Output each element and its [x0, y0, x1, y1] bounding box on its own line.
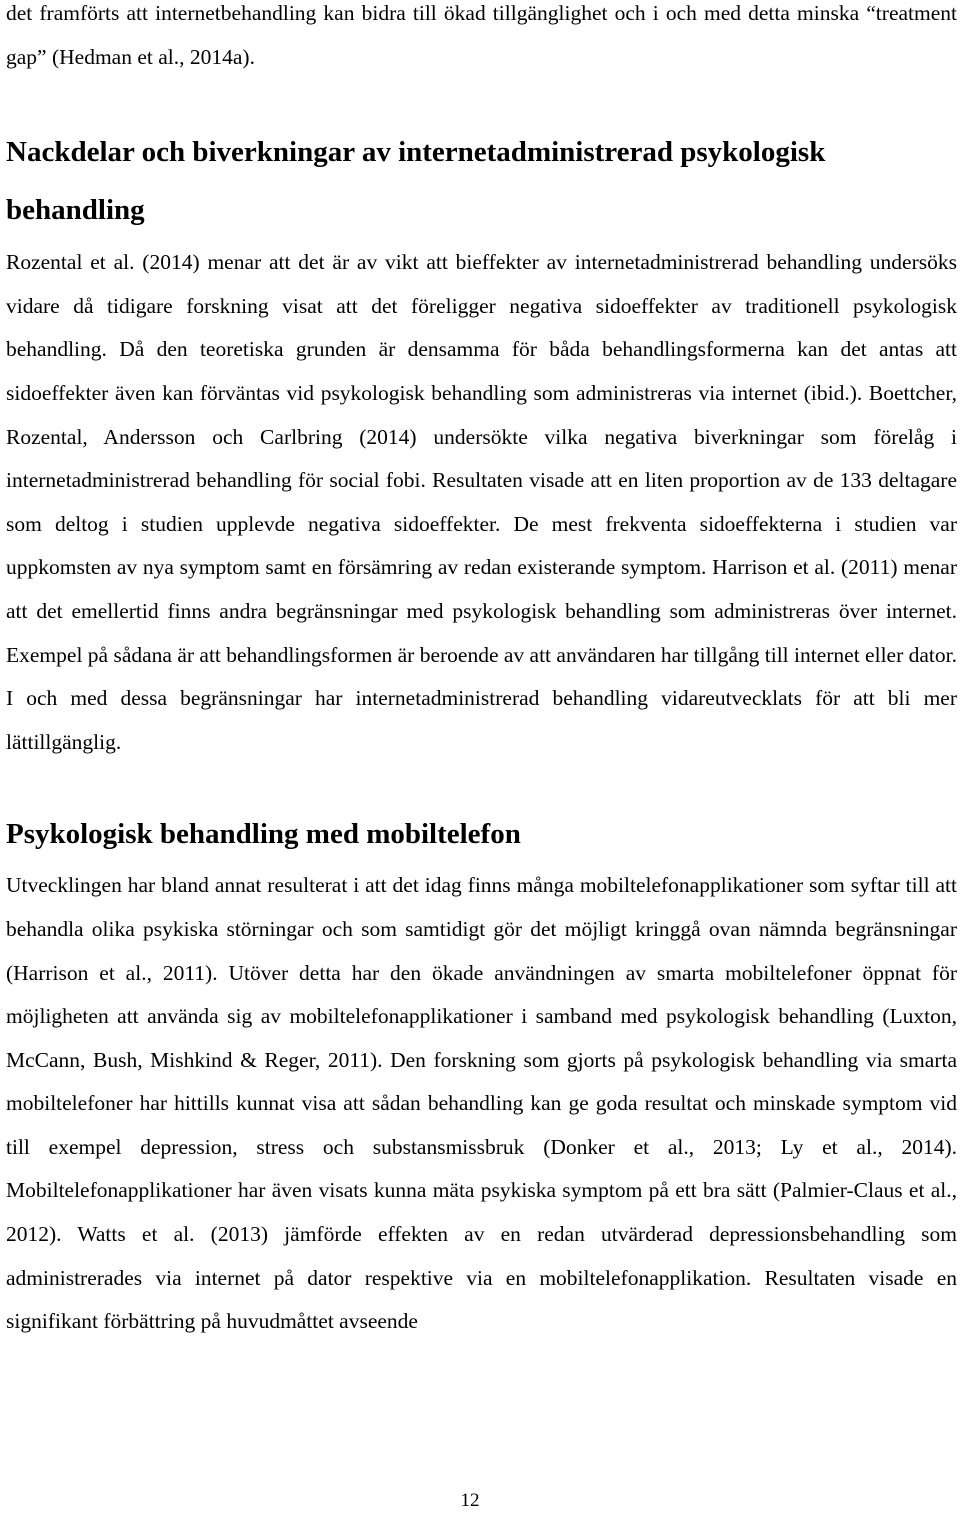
section-heading-side-effects: Nackdelar och biverkningar av internetadministrerad psykologisk behandling	[6, 136, 826, 227]
side-effects-paragraph: Rozental et al. (2014) menar att det är av vikt att bieffekter av internetadministrerad behandling undersöks vidare då tidigare forskning visat att det föreligger negativa sidoeffekter av traditionell psykologisk behandling. Då den teoretiska grunden är densamma för båda behandlingsformerna kan det antas att sidoeffekter även kan förväntas vid psykologisk behandling som administreras via internet (ibid.). Boettcher, Rozental, Andersson och Carlbring (2014) undersökte vilka negativa biverkningar som förelåg i internetadministrerad behandling för social fobi. Resultaten visade att en liten proportion av de 133 deltagare som deltog i studien upplevde negativa sidoeffekter. De mest frekventa sidoeffekterna i studien var uppkomsten av nya symptom samt en försämring av redan existerande symptom. Harrison et al. (2011) menar att det emellertid finns andra begränsningar med psykologisk behandling som administreras över internet. Exempel på sådana är att behandlingsformen är beroende av att användaren har tillgång till internet eller dator. I och med dessa begränsningar har internetadministrerad behandling vidareutvecklats för att bli mer lättillgänglig.	[6, 250, 957, 754]
section-heading-mobile-treatment: Psykologisk behandling med mobiltelefon	[6, 818, 521, 851]
intro-paragraph: det framförts att internetbehandling kan bidra till ökad tillgänglighet och i och med detta minska “treatment gap” (Hedman et al., 2014a).	[6, 1, 957, 69]
mobile-treatment-paragraph: Utvecklingen har bland annat resulterat i att det idag finns många mobiltelefonapplikationer som syftar till att behandla olika psykiska störningar och som samtidigt gör det möjligt kringgå ovan nämnda begränsningar (Harrison et al., 2011). Utöver detta har den ökade användningen av smarta mobiltelefoner öppnat för möjligheten att använda sig av mobiltelefonapplikationer i samband med psykologisk behandling (Luxton, McCann, Bush, Mishkind & Reger, 2011). Den forskning som gjorts på psykologisk behandling via smarta mobiltelefoner har hittills kunnat visa att sådan behandling kan ge goda resultat och minskade symptom vid till exempel depression, stress och substansmissbruk (Donker et al., 2013; Ly et al., 2014). Mobiltelefonapplikationer har även visats kunna mäta psykiska symptom på ett bra sätt (Palmier-Claus et al., 2012). Watts et al. (2013) jämförde effekten av en redan utvärderad depressionsbehandling som administrerades via internet på dator respektive via en mobiltelefonapplikation. Resultaten visade en signifikant förbättring på huvudmåttet avseende	[6, 873, 957, 1334]
document-page	[6, 0, 957, 1344]
page-number: 12	[460, 1490, 480, 1511]
